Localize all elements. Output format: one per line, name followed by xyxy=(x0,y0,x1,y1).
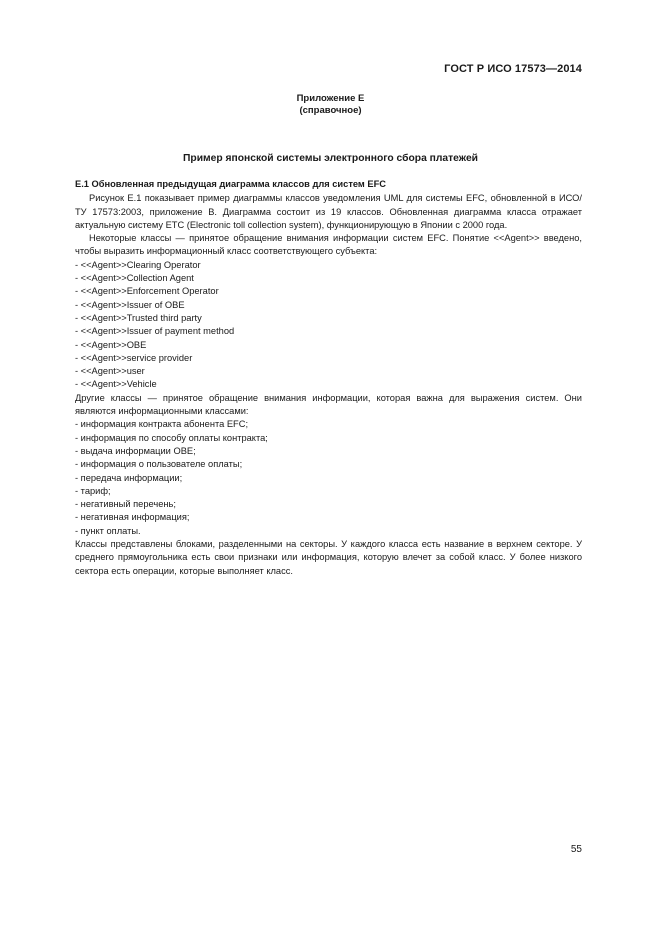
document-body xyxy=(75,178,582,578)
list-item: - <<Agent>>Trusted third party xyxy=(75,312,202,323)
agent-list xyxy=(75,259,582,392)
list-item: - информация контракта абонента EFC; xyxy=(75,419,249,430)
list-item: - <<Agent>>user xyxy=(75,366,145,377)
paragraph-1: Рисунок Е.1 показывает пример диаграммы классов уведомления UML для системы EFC, обновленной в ИСО/ТУ 17573:2003, приложение В. Диаграмма состоит из 19 классов. Обновленная диаграмма класса отражает актуальную систему ETC (Electronic toll collection system), функционирующую в Японии с 2000 года. xyxy=(75,193,582,230)
paragraph-3-text: Другие классы — принятое обращение внимания информации, которая важна для выражения систем. Они являются информационными классами: xyxy=(75,392,582,417)
section-heading: Е.1 Обновленная предыдущая диаграмма классов для систем EFC xyxy=(75,179,386,189)
paragraph-2: Некоторые классы — принятое обращение внимания информации систем EFC. Понятие <<Agent>> введено, чтобы выразить информационный класс соответствующего субъекта: xyxy=(75,233,582,257)
page-number: 55 xyxy=(570,844,582,855)
list-item: - <<Agent>>Issuer of OBE xyxy=(75,299,185,310)
list-item: - <<Agent>>Clearing Operator xyxy=(75,259,201,270)
list-item: - <<Agent>>OBE xyxy=(75,339,147,350)
list-item: - негативный перечень; xyxy=(75,499,176,510)
list-item: - информация по способу оплаты контракта; xyxy=(75,432,268,443)
info-class-list xyxy=(75,418,582,538)
appendix-heading xyxy=(0,93,661,117)
list-item: - информация о пользователе оплаты; xyxy=(75,459,243,470)
list-item: - <<Agent>>Issuer of payment method xyxy=(75,326,235,337)
list-item: - передача информации; xyxy=(75,472,183,483)
appendix-title: Приложение Е xyxy=(296,93,365,104)
paragraph-4: Классы представлены блоками, разделенными на секторы. У каждого класса есть название в верхнем секторе. У среднего прямоугольника есть свои признаки или информация, которую влечет за собой класс. У более низкого сектора есть операции, которые выполняет класс. xyxy=(75,539,582,576)
list-item: - <<Agent>>Enforcement Operator xyxy=(75,286,219,297)
main-title: Пример японской системы электронного сбора платежей xyxy=(183,153,478,164)
list-item: - выдача информации OBE; xyxy=(75,445,196,456)
paragraph-3 xyxy=(75,392,582,419)
standard-header: ГОСТ Р ИСО 17573—2014 xyxy=(444,63,582,75)
list-item: - тариф; xyxy=(75,485,111,496)
list-item: - пункт оплаты. xyxy=(75,525,141,536)
list-item: - <<Agent>>Vehicle xyxy=(75,379,157,390)
list-item: - <<Agent>>service provider xyxy=(75,352,193,363)
list-item: - <<Agent>>Collection Agent xyxy=(75,273,194,284)
list-item: - негативная информация; xyxy=(75,512,190,523)
appendix-note: (справочное) xyxy=(299,105,362,116)
